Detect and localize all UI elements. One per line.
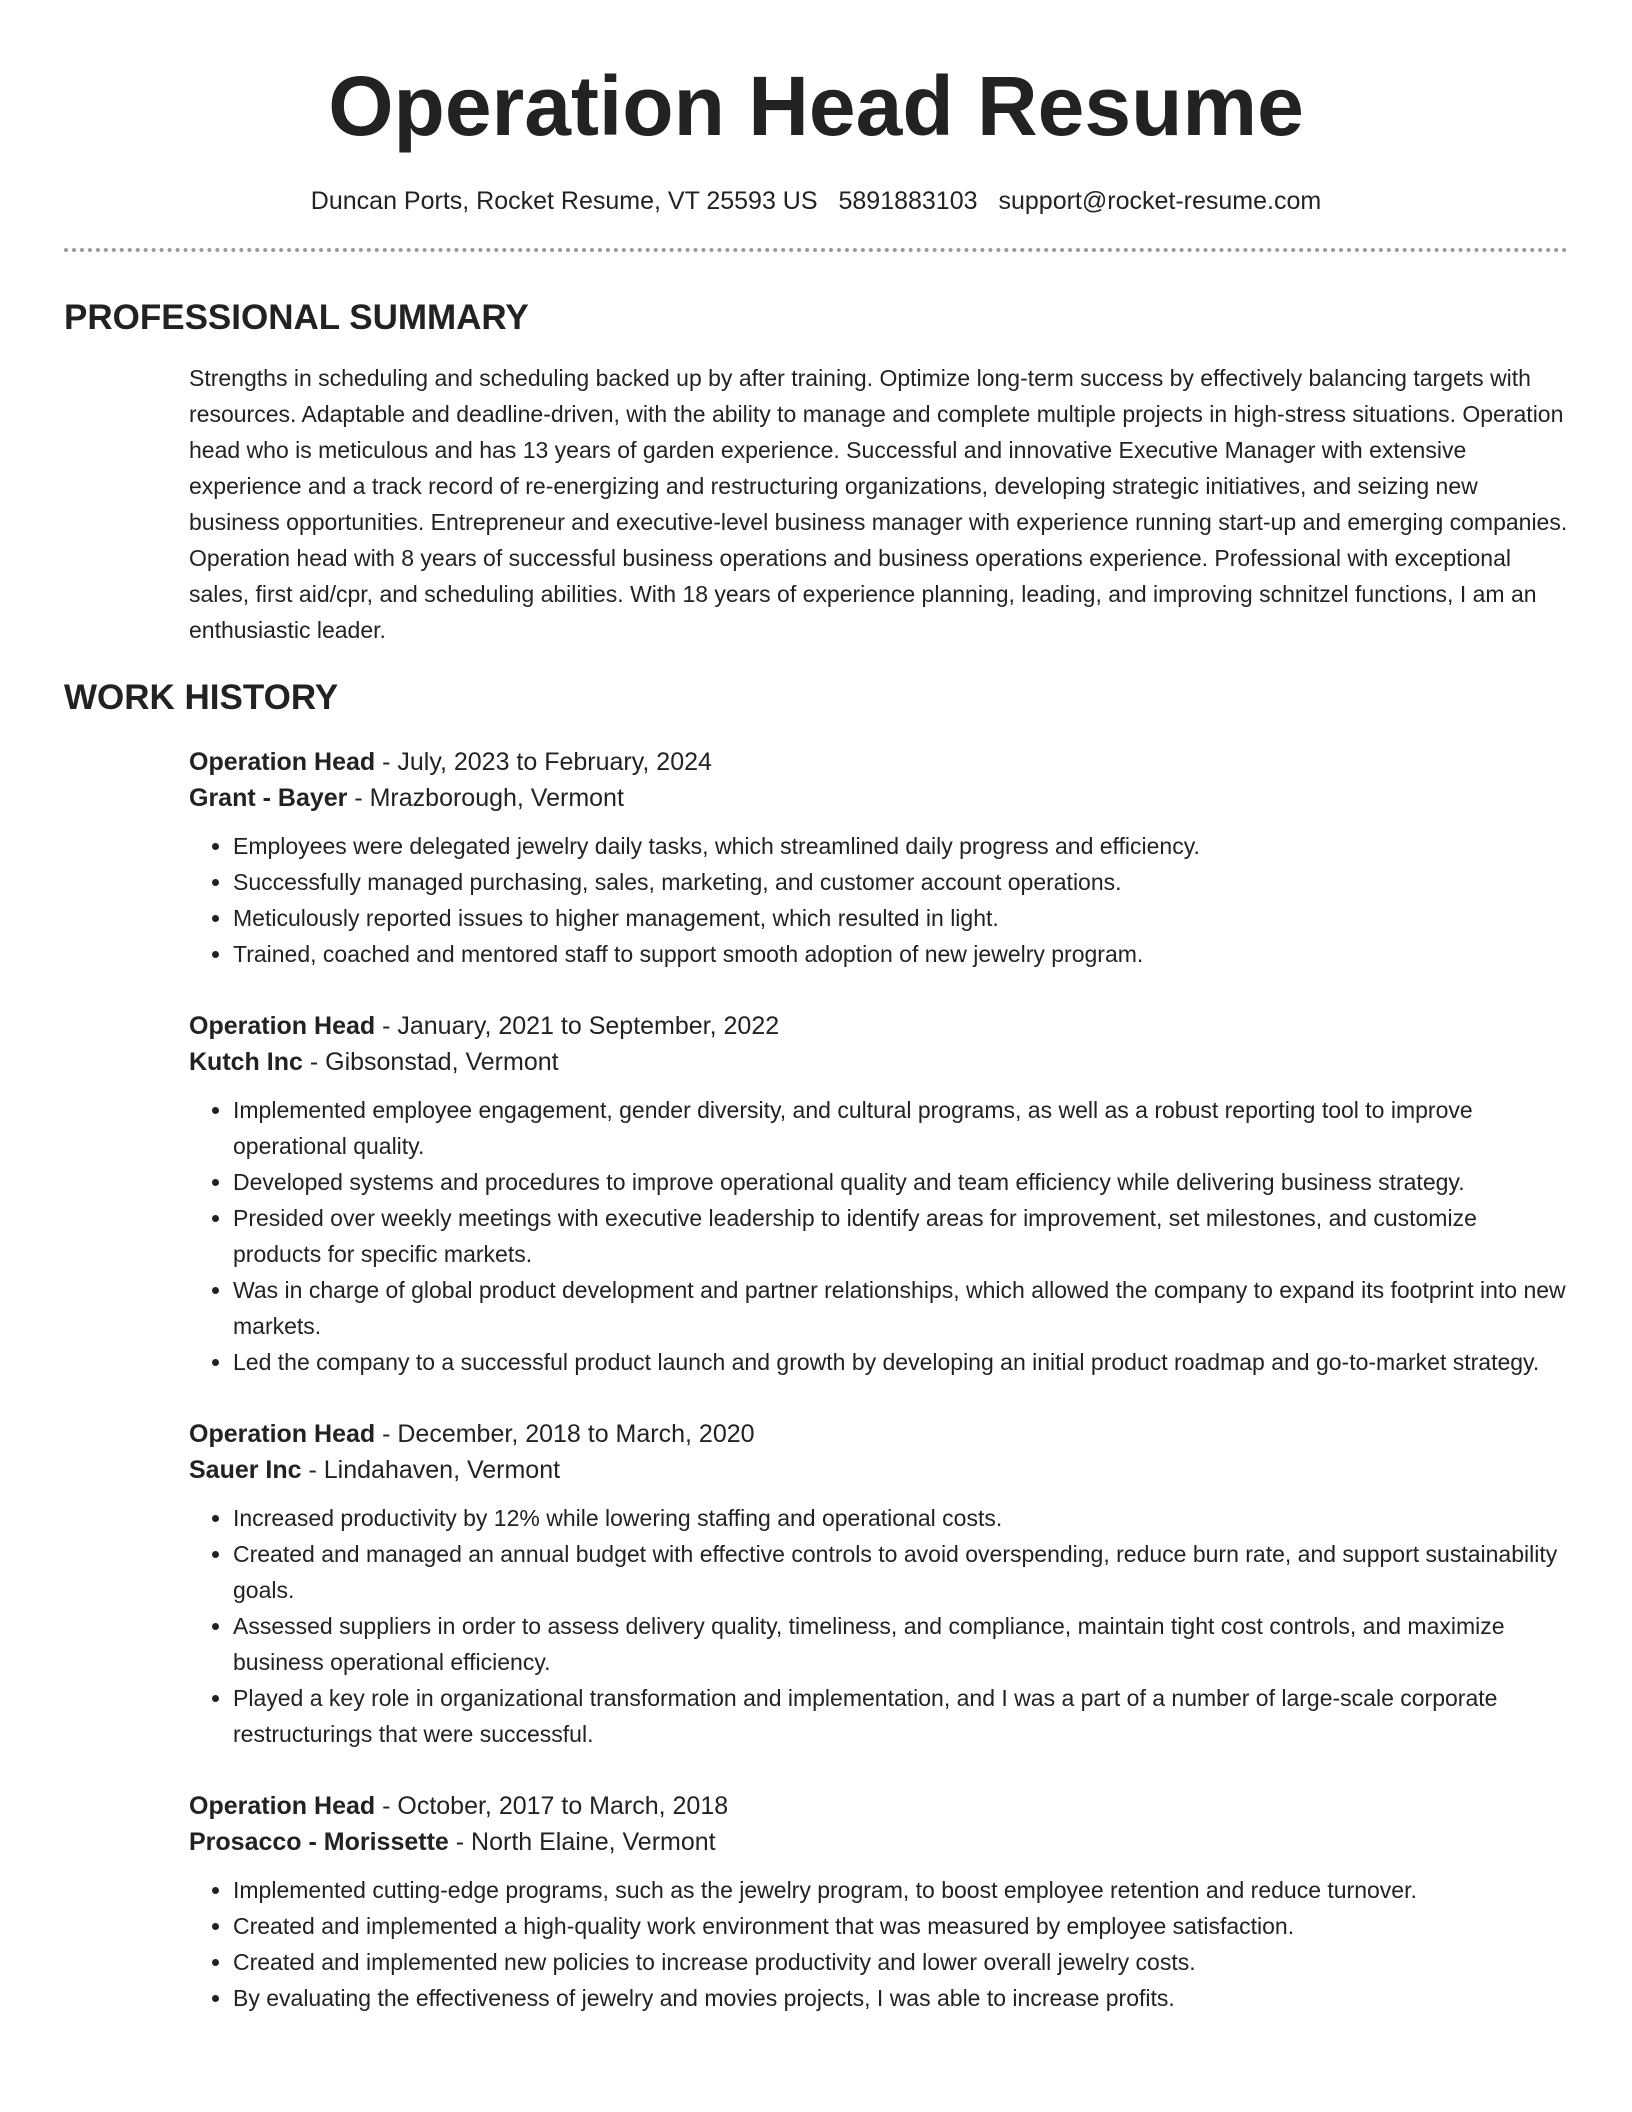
job-entry [189, 1788, 1568, 2016]
job-location: - Gibsonstad, Vermont [302, 1048, 559, 1076]
job-dates: - July, 2023 to February, 2024 [375, 748, 712, 776]
job-bullets [189, 1872, 1568, 2016]
contact-phone: 5891883103 [838, 187, 978, 215]
work-history-list [64, 744, 1568, 2016]
job-title: Operation Head [189, 748, 376, 776]
contact-line [64, 184, 1568, 218]
list-item: • Employees were delegated jewelry daily tasks, which streamlined daily progress and efficiency. [233, 828, 1568, 864]
job-company: Kutch Inc [189, 1048, 303, 1076]
job-location: - Mrazborough, Vermont [347, 784, 624, 812]
job-company-line [189, 1824, 1568, 1860]
job-title: Operation Head [189, 1792, 376, 1820]
list-item: • Developed systems and procedures to improve operational quality and team efficiency while delivering business strategy. [233, 1164, 1568, 1200]
job-company: Grant - Bayer [189, 784, 348, 812]
list-item: • Played a key role in organizational transformation and implementation, and I was a part of a number of large-scale corporate restructurings that were successful. [233, 1680, 1568, 1752]
header-divider [64, 248, 1568, 252]
job-title-line [189, 1788, 1568, 1824]
job-title: Operation Head [189, 1420, 376, 1448]
job-company: Prosacco - Morissette [189, 1828, 449, 1856]
job-title-line [189, 1008, 1568, 1044]
job-dates: - October, 2017 to March, 2018 [375, 1792, 729, 1820]
list-item: • Created and managed an annual budget with effective controls to avoid overspending, reduce burn rate, and support sustainability goals. [233, 1536, 1568, 1608]
contact-email: support@rocket-resume.com [998, 187, 1322, 215]
contact-address: Duncan Ports, Rocket Resume, VT 25593 US [310, 187, 818, 215]
job-entry [189, 1008, 1568, 1380]
page-title: Operation Head Resume [328, 59, 1304, 153]
list-item: • Created and implemented a high-quality work environment that was measured by employee satisfaction. [233, 1908, 1568, 1944]
list-item: • Was in charge of global product development and partner relationships, which allowed the company to expand its footprint into new markets. [233, 1272, 1568, 1344]
work-history-heading: WORK HISTORY [64, 678, 339, 717]
job-dates: - December, 2018 to March, 2020 [375, 1420, 755, 1448]
job-company-line [189, 1452, 1568, 1488]
job-company-line [189, 780, 1568, 816]
job-dates: - January, 2021 to September, 2022 [375, 1012, 780, 1040]
list-item: • Successfully managed purchasing, sales, marketing, and customer account operations. [233, 864, 1568, 900]
summary-text: Strengths in scheduling and scheduling backed up by after training. Optimize long-term success by effectively balancing targets with resources. Adaptable and deadline-driven, with the ability to manage and complete multiple projects in high-stress situations. Operation head who is meticulous and has 13 years of garden experience. Successful and innovative Executive Manager with extensive experience and a track record of re-energizing and restructuring organizations, developing strategic initiatives, and seizing new business opportunities. Entrepreneur and executive-level business manager with experience running start-up and emerging companies. Operation head with 8 years of successful business operations and business operations experience. Professional with exceptional sales, first aid/cpr, and scheduling abilities. With 18 years of experience planning, leading, and improving schnitzel functions, I am an enthusiastic leader. [189, 365, 1568, 643]
job-title-line [189, 1416, 1568, 1452]
list-item: • Created and implemented new policies to increase productivity and lower overall jewelry costs. [233, 1944, 1568, 1980]
job-location: - Lindahaven, Vermont [301, 1456, 561, 1484]
job-title: Operation Head [189, 1012, 376, 1040]
list-item: • Assessed suppliers in order to assess delivery quality, timeliness, and compliance, maintain tight cost controls, and maximize business operational efficiency. [233, 1608, 1568, 1680]
list-item: • Increased productivity by 12% while lowering staffing and operational costs. [233, 1500, 1568, 1536]
job-bullets [189, 828, 1568, 972]
job-company: Sauer Inc [189, 1456, 302, 1484]
list-item: • Meticulously reported issues to higher management, which resulted in light. [233, 900, 1568, 936]
job-company-line [189, 1044, 1568, 1080]
summary-heading: PROFESSIONAL SUMMARY [64, 298, 529, 337]
job-bullets [189, 1092, 1568, 1380]
list-item: • Presided over weekly meetings with executive leadership to identify areas for improvement, set milestones, and customize products for specific markets. [233, 1200, 1568, 1272]
job-entry [189, 744, 1568, 972]
job-entry [189, 1416, 1568, 1752]
list-item: • Trained, coached and mentored staff to support smooth adoption of new jewelry program. [233, 936, 1568, 972]
list-item: • Implemented cutting-edge programs, such as the jewelry program, to boost employee retention and reduce turnover. [233, 1872, 1568, 1908]
job-location: - North Elaine, Vermont [448, 1828, 716, 1856]
job-bullets [189, 1500, 1568, 1752]
list-item: • By evaluating the effectiveness of jewelry and movies projects, I was able to increase profits. [233, 1980, 1568, 2016]
job-title-line [189, 744, 1568, 780]
list-item: • Led the company to a successful product launch and growth by developing an initial product roadmap and go-to-market strategy. [233, 1344, 1568, 1380]
list-item: • Implemented employee engagement, gender diversity, and cultural programs, as well as a robust reporting tool to improve operational quality. [233, 1092, 1568, 1164]
